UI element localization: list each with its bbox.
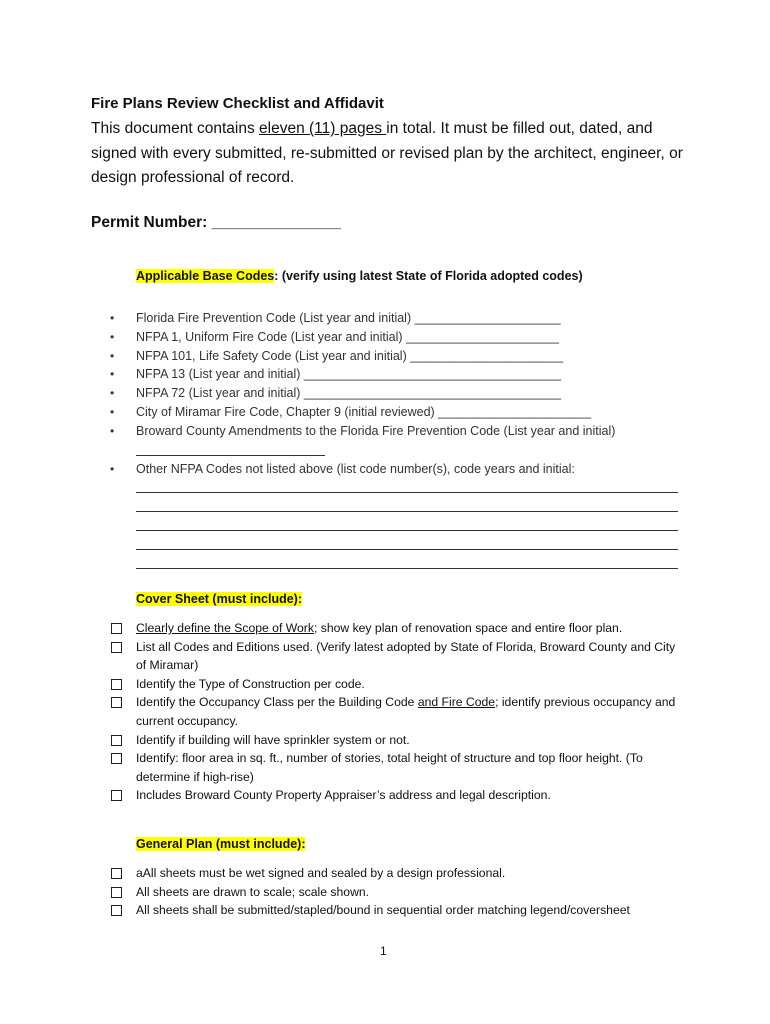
checklist-item: [111, 786, 686, 805]
list-item[interactable]: [108, 347, 708, 366]
code-item-text: NFPA 1, Uniform Fire Code (List year and initial) ______________________: [136, 329, 559, 344]
document-title: Fire Plans Review Checklist and Affidavit: [91, 95, 384, 112]
checkbox[interactable]: [111, 790, 122, 801]
code-item-text: Broward County Amendments to the Florida Fire Prevention Code (List year and initial): [136, 423, 616, 438]
base-codes-list: [108, 309, 708, 441]
intro-page-count: eleven (11) pages: [259, 120, 387, 137]
code-item-text: NFPA 13 (List year and initial) _____________________________________: [136, 367, 562, 382]
code-item-text: NFPA 101, Life Safety Code (List year and initial) ______________________: [136, 348, 564, 363]
list-item[interactable]: [108, 422, 708, 441]
other-codes-list: [108, 460, 708, 479]
checklist-item: [111, 638, 686, 675]
general-plan-heading: [136, 837, 305, 851]
item-text: ; identify previous occupancy and current occupancy.: [136, 695, 676, 728]
checkbox[interactable]: [111, 887, 122, 898]
base-codes-heading: [136, 269, 583, 283]
list-item[interactable]: [108, 309, 708, 328]
other-codes-line[interactable]: [136, 568, 678, 569]
checklist-item: [111, 901, 686, 920]
list-item[interactable]: [108, 460, 708, 479]
base-codes-heading-rest: : (verify using latest State of Florida adopted codes): [274, 269, 583, 283]
other-codes-line[interactable]: [136, 511, 678, 512]
permit-number-field[interactable]: Permit Number: _______________: [91, 214, 341, 231]
checkbox[interactable]: [111, 735, 122, 746]
checkbox[interactable]: [111, 642, 122, 653]
other-codes-line[interactable]: [136, 530, 678, 531]
other-codes-line[interactable]: [136, 549, 678, 550]
item-text: ; show key plan of renovation space and entire floor plan.: [313, 621, 623, 635]
general-plan-checklist: [111, 864, 686, 920]
cover-sheet-checklist: [111, 619, 686, 805]
checkbox[interactable]: [111, 697, 122, 708]
checkbox[interactable]: [111, 905, 122, 916]
bullet-icon: •: [110, 404, 115, 419]
item-text: aAll sheets must be wet signed and sealed by a design professional.: [136, 866, 506, 880]
bullet-icon: •: [110, 311, 115, 325]
base-codes-heading-highlight: Applicable Base Codes: [136, 269, 275, 283]
cover-sheet-heading-text: Cover Sheet (must include):: [136, 592, 302, 606]
checklist-item: [111, 619, 686, 638]
bullet-icon: •: [110, 423, 115, 438]
checklist-item: [111, 693, 686, 730]
other-codes-line[interactable]: [136, 492, 678, 493]
item-text: Identify if building will have sprinkler system or not.: [136, 732, 410, 747]
list-item[interactable]: [108, 328, 708, 347]
checkbox[interactable]: [111, 623, 122, 634]
cover-sheet-heading: [136, 592, 302, 606]
item-underlined-text: and Fire Code: [417, 695, 496, 710]
code-item-text: Other NFPA Codes not listed above (list code number(s), code years and initial:: [136, 462, 575, 476]
intro-text-after: in total. It must be filled out, dated, and signed with every submitted, re-submitted or revised plan by the architect, engineer, or design professional of record.: [91, 120, 683, 186]
checklist-item: [111, 675, 686, 694]
checklist-item: [111, 864, 686, 883]
list-item[interactable]: [108, 403, 708, 422]
item-text: Identify the Type of Construction per code.: [136, 676, 365, 691]
item-text: List all Codes and Editions used. (Verify latest adopted by State of Florida, Broward County and City of Miramar): [136, 639, 676, 673]
list-item[interactable]: [108, 365, 708, 384]
list-item[interactable]: [108, 384, 708, 403]
bullet-icon: •: [110, 462, 115, 476]
item-text: All sheets shall be submitted/stapled/bound in sequential order matching legend/coversheet: [136, 903, 630, 918]
item-text: Identify: floor area in sq. ft., number of stories, total height of structure and top floor height. (To determine if high-rise): [136, 751, 643, 784]
broward-initial-line[interactable]: [136, 455, 325, 456]
intro-text-before: This document contains: [91, 120, 260, 137]
checkbox[interactable]: [111, 679, 122, 690]
bullet-icon: •: [110, 386, 115, 401]
item-text: Includes Broward County Property Appraiser’s address and legal description.: [136, 788, 551, 803]
general-plan-heading-text: General Plan (must include):: [136, 837, 306, 851]
checkbox[interactable]: [111, 753, 122, 764]
bullet-icon: •: [110, 367, 115, 382]
page-number: 1: [380, 944, 387, 958]
bullet-icon: •: [110, 329, 115, 344]
code-item-text: City of Miramar Fire Code, Chapter 9 (initial reviewed) ______________________: [136, 404, 592, 419]
item-text: Identify the Occupancy Class per the Building Code: [136, 695, 418, 710]
item-text: All sheets are drawn to scale; scale shown.: [136, 884, 370, 899]
checklist-item: [111, 883, 686, 902]
code-item-text: Florida Fire Prevention Code (List year and initial) _____________________: [136, 311, 561, 325]
item-underlined-text: Clearly define the Scope of Work: [136, 621, 314, 635]
checklist-item: [111, 749, 686, 786]
checkbox[interactable]: [111, 868, 122, 879]
checklist-item: [111, 731, 686, 750]
bullet-icon: •: [110, 348, 115, 363]
intro-paragraph: [91, 117, 691, 191]
code-item-text: NFPA 72 (List year and initial) _____________________________________: [136, 386, 562, 401]
